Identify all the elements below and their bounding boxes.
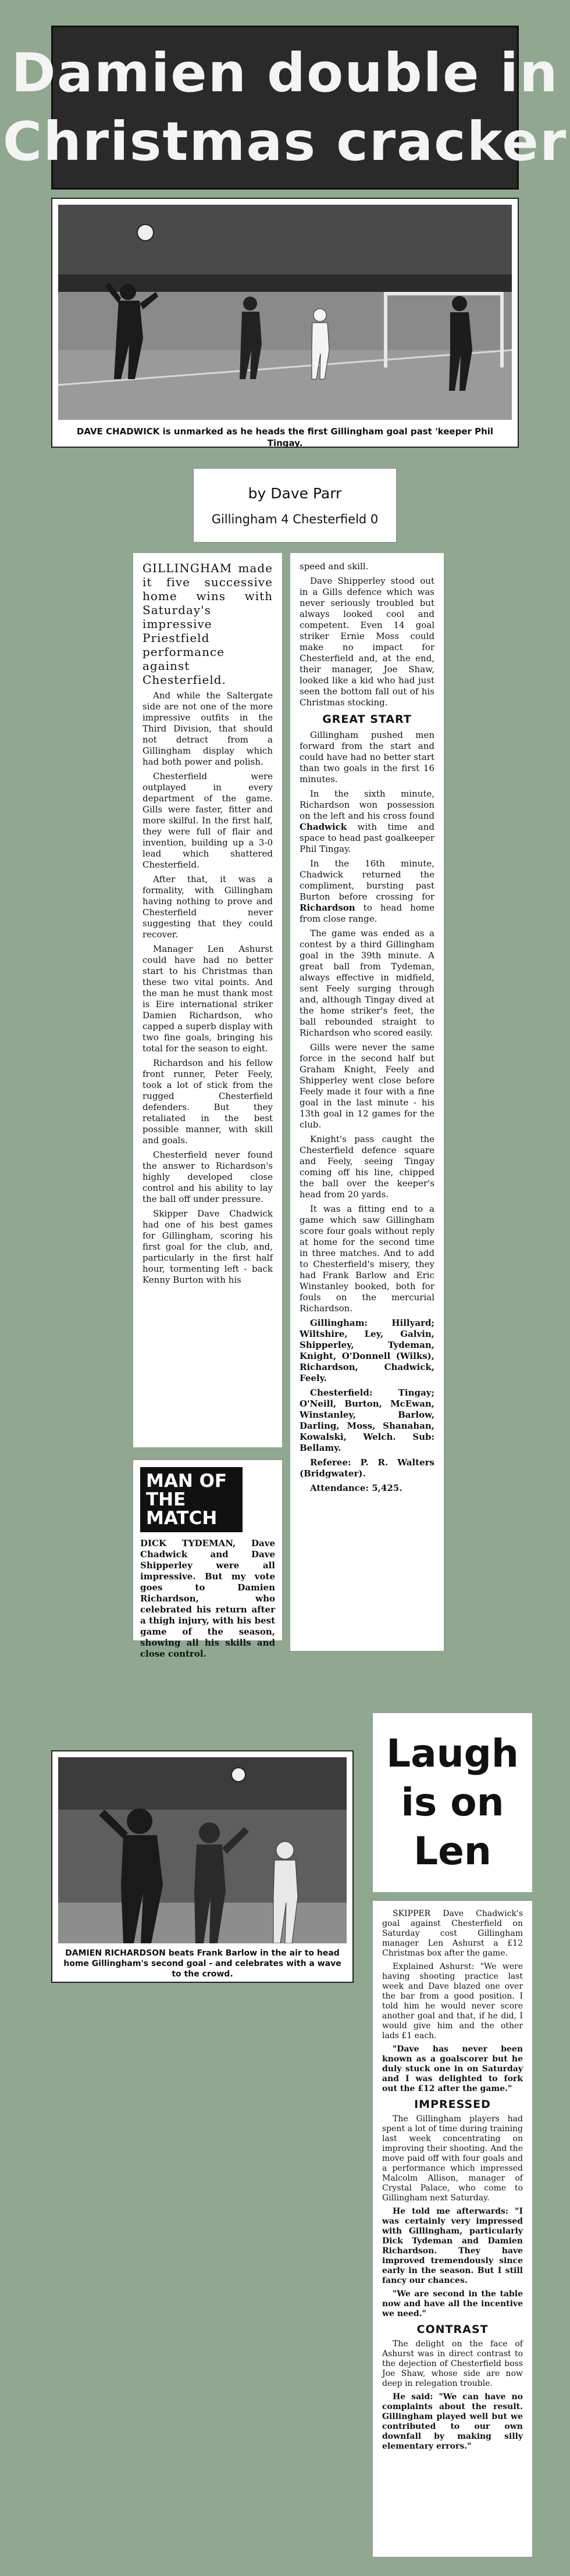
subheading-impressed: IMPRESSED xyxy=(414,2098,491,2111)
byline-author: by Dave Parr xyxy=(248,485,342,502)
bottom-photo-image xyxy=(58,1757,347,1943)
subheading-contrast: CONTRAST xyxy=(416,2323,489,2336)
article-paragraph: The delight on the face of Ashurst was in direct contrast to the dejection of Chesterfield boss Joe Shaw, whose side are now deep in relegation trouble. xyxy=(382,2339,523,2388)
article-paragraph: SKIPPER Dave Chadwick's goal against Chesterfield on Saturday cost Gillingham manager Len Ashurst a £12 Christmas box after the game. xyxy=(382,1909,523,1958)
laugh-headline-box xyxy=(372,1712,533,1893)
article-paragraph: Richardson and his fellow front runner, Peter Feely, took a lot of stick from the rugged Chesterfield defenders. But they retaliated in the best possible manner, with skill and goals. xyxy=(142,1058,273,1146)
article-paragraph: Manager Len Ashurst could have had no better start to his Christmas than these two vital points. And the man he must thank most is Eire international striker Damien Richardson, who capped a superb display with two fine goals, bringing his total for the season to eight. xyxy=(142,944,273,1054)
man-of-the-match-box xyxy=(133,1460,283,1659)
headline-banner xyxy=(2,26,568,190)
article-paragraph xyxy=(300,789,434,855)
laugh-headline-line-3: Len xyxy=(414,1829,491,1874)
player-name: Richardson xyxy=(300,902,355,913)
paragraph-text: In the sixth minute, Richardson won possession on the left and his cross found xyxy=(300,789,434,821)
man-of-the-match-text: DICK TYDEMAN, Dave Chadwick and Dave Shipperley were all impressive. But my vote goes to Damien Richardson, who celebrated his return after a thigh injury, with his best game of the season, showing all his skills and close control. xyxy=(140,1538,275,1659)
article-paragraph: "We are second in the table now and have all the incentive we need." xyxy=(382,2289,523,2318)
bottom-photo-panel xyxy=(51,1750,354,1983)
article-column-right xyxy=(290,552,444,1651)
attendance-line: Attendance: 5,425. xyxy=(310,1483,402,1493)
article-paragraph: Skipper Dave Chadwick had one of his best games for Gillingham, scoring his first goal for the club, and, particularly in the first half hour, tormenting left - back Kenny Burton with his xyxy=(142,1208,273,1285)
paragraph-text: to head home from close range. xyxy=(300,902,434,924)
article-paragraph: Gills were never the same force in the second half but Graham Knight, Feely and Shipperley went close before Feely made it four with a fine goal in the last minute - his 13th goal in 12 games for the club. xyxy=(300,1042,434,1130)
article-paragraph: The game was ended as a contest by a third Gillingham goal in the 39th minute. A great ball from Tydeman, always effective in midfield, sent Feely surging through and, although Tingay dived at the home striker's feet, the ball rebounded straight to Richardson who scored easily. xyxy=(300,928,434,1038)
man-of-the-match-badge: MAN OF THE MATCH xyxy=(140,1467,243,1532)
article-column-left xyxy=(133,552,283,1448)
article-paragraph: Knight's pass caught the Chesterfield defence square and Feely, seeing Tingay coming off his line, chipped the ball over the keeper's head from 20 yards. xyxy=(300,1134,434,1200)
article-paragraph: It was a fitting end to a game which saw Gillingham score four goals without reply at home for the second time in three matches. And to add to Chesterfield's misery, they had Frank Barlow and Eric Winstanley booked, both for fouls on the mercurial Richardson. xyxy=(300,1204,434,1314)
laugh-headline-line-1: Laugh xyxy=(386,1731,519,1776)
laugh-headline-line-2: is on xyxy=(401,1780,504,1825)
referee-line: Referee: P. R. Walters (Bridgwater). xyxy=(300,1457,434,1479)
article-lead: GILLINGHAM made it five successive home wins with Saturday's impressive Priestfield performance against Chesterfield. xyxy=(142,561,273,687)
subheading-great-start: GREAT START xyxy=(322,713,412,726)
article-paragraph: Dave Shipperley stood out in a Gills defence which was never seriously troubled but always looked cool and competent. Even 14 goal striker Ernie Moss could make no impact for Chesterfield and, at the end, their manager, Joe Shaw, looked like a kid who had just seen the bottom fall out of his Christmas stocking. xyxy=(300,576,434,708)
team-line-gillingham: Gillingham: Hillyard; Wiltshire, Ley, Galvin, Shipperley, Tydeman, Knight, O'Donnell (Wilks), Richardson, Chadwick, Feely. xyxy=(300,1318,434,1383)
article-paragraph: After that, it was a formality, with Gillingham having nothing to prove and Chesterfield never suggesting that they could recover. xyxy=(142,874,273,940)
byline-box xyxy=(193,468,397,543)
top-photo-panel xyxy=(51,198,519,448)
laugh-article-column xyxy=(372,1900,533,2557)
team-line-chesterfield: Chesterfield: Tingay; O'Neill, Burton, McEwan, Winstanley, Barlow, Darling, Moss, Shanahan, Kowalski, Welch. Sub: Bellamy. xyxy=(300,1387,434,1453)
article-paragraph: He told me afterwards: "I was certainly very impressed with Gillingham, particularly Dick Tydeman and Damien Richardson. They have improved tremendously since early in the season. But I still fancy our chances. xyxy=(382,2207,523,2285)
article-paragraph: "Dave has never been known as a goalscorer but he duly stuck one in on Saturday and I was delighted to fork out the £12 after the game." xyxy=(382,2045,523,2093)
match-score: Gillingham 4 Chesterfield 0 xyxy=(211,512,379,526)
top-photo-image xyxy=(58,205,512,420)
football-action-photo xyxy=(58,205,512,420)
article-paragraph: Explained Ashurst: "We were having shooting practice last week and Dave blazed one over the bar from a good position. I told him he would never score another goal and that, if he did, I would give him and the other lads £1 each. xyxy=(382,1962,523,2040)
headline-line-1: Damien double in xyxy=(11,42,559,104)
article-paragraph: Chesterfield were outplayed in every department of the game. Gills were faster, fitter and more skilful. In the first half, they were full of flair and invention, building up a 3-0 lead which shattered Chesterfield. xyxy=(142,771,273,870)
article-paragraph: Chesterfield never found the answer to Richardson's highly developed close control and his ability to lay the ball off under pressure. xyxy=(142,1150,273,1204)
article-paragraph: The Gillingham players had spent a lot of time during training last week concentrating on improving their shooting. And the move paid off with four goals and a performance which impressed Malcolm Allison, manager of Crystal Palace, who come to Gillingham next Saturday. xyxy=(382,2114,523,2203)
headline-line-2: Christmas cracker xyxy=(2,110,568,173)
top-photo-caption: DAVE CHADWICK is unmarked as he heads the first Gillingham goal past 'keeper Phil Tingay. xyxy=(76,426,494,448)
heading-player-photo xyxy=(58,1757,347,1943)
paragraph-text: with time and space to head past goalkeeper Phil Tingay. xyxy=(300,822,434,854)
article-paragraph: speed and skill. xyxy=(300,561,369,572)
bottom-photo-caption: DAMIEN RICHARDSON beats Frank Barlow in the air to head home Gillingham's second goal - and celebrates with a wave to the crowd. xyxy=(63,1949,341,1979)
player-name: Chadwick xyxy=(300,822,347,832)
article-paragraph: Gillingham pushed men forward from the start and could have had no better start than two goals in the first 16 minutes. xyxy=(300,730,434,784)
article-paragraph: And while the Saltergate side are not one of the more impressive outfits in the Third Division, that should not detract from a Gillingham display which had both power and polish. xyxy=(142,690,273,767)
article-paragraph: He said: "We can have no complaints about the result. Gillingham played well but we contributed to our own downfall by making silly elementary errors." xyxy=(382,2392,523,2451)
article-paragraph xyxy=(300,858,434,925)
paragraph-text: In the 16th minute, Chadwick returned the compliment, bursting past Burton before crossing for xyxy=(300,858,434,902)
